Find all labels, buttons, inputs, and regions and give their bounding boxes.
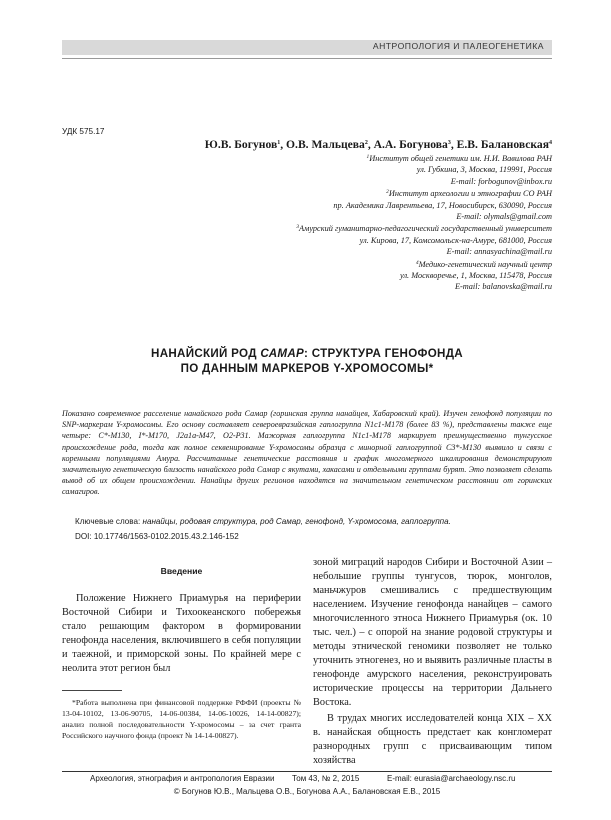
- author-affiliation-mark: 2: [364, 140, 368, 146]
- journal-volume: Том 43, № 2, 2015: [292, 774, 360, 783]
- institution-address: ул. Кирова, 17, Комсомольск-на-Амуре, 681000, Россия: [359, 235, 552, 245]
- institution-address: пр. Академика Лаврентьева, 17, Новосибирск, 630090, Россия: [333, 200, 552, 210]
- article-title: [62, 346, 552, 376]
- institution-address: ул. Губкина, 3, Москва, 119991, Россия: [416, 165, 552, 175]
- author-affiliation-mark: 4: [549, 140, 552, 146]
- author-email[interactable]: E-mail: forbogunov@inbox.ru: [450, 176, 552, 186]
- title-text: : СТРУКТУРА ГЕНОФОНДА: [304, 347, 463, 360]
- institution-address: ул. Москворечье, 1, Москва, 115478, Россия: [399, 271, 552, 281]
- right-column: [313, 556, 552, 768]
- abstract: Показано современное расселение нанайского рода Самар (горинская группа нанайцев, Хабаровский край). Изучен генофонд популяции по SNP-маркерам Y-хромосомы. Его основу составляет североевразийская гаплогруппа N1c1-M178 (более 83 %), представлены также еще четыре: C*-M130, I*-M170, J2a1a-M47, O2-P31. Мажорная гаплогруппа N1c1-M178 маркирует преимущественно тунгусское происхождение рода, тогда как полное секвенирование Y-хромосомы образца с минорной гаплогруппой C3*-M130 выявило и связи с коренными популяциями Амура. Рассчитанные генетические расстояния и график многомерного шкалирования демонстрируют значительную генетическую близость нанайского рода Самар с якутами, хакасами и отдельными группами бурят. Это позволяет сделать вывод об их общем происхождении. Нанайцы других регионов находятся на значительном генетическом расстоянии от горинских самагиров.: [62, 409, 552, 497]
- doi[interactable]: DOI: 10.17746/1563-0102.2015.43.2.146-152: [75, 532, 239, 541]
- author-affiliation-mark: 3: [447, 140, 451, 146]
- body-paragraph: Положение Нижнего Приамурья на периферии Восточной Сибири и Тихоокеанского побережья стало решающим фактором в формировании генофонда населения, включившего в себя популяции и таежной, и приморской зоны. По крайней мере с неолита этот регион был: [62, 593, 301, 674]
- author-name: О.В. Мальцева: [286, 138, 365, 151]
- author-email[interactable]: E-mail: olymals@gmail.com: [456, 212, 552, 222]
- author-email[interactable]: E-mail: annasyachina@mail.ru: [446, 247, 552, 257]
- author-list: Ю.В. Богунов$^1$, О.В. Мальцева$^2$, А.А. Богунова$^3$, Е.В. Балановская$^4$: [204, 138, 552, 151]
- institution-name: Институт общей генетики им. Н.И. Вавилова РАН: [369, 154, 552, 163]
- footer-divider: [62, 771, 552, 772]
- institution-name: Институт археологии и этнографии СО РАН: [388, 189, 552, 199]
- author-name: Ю.В. Богунов: [204, 138, 278, 151]
- institution-name: Медико-генетический научный центр: [418, 259, 552, 269]
- body-paragraph: В трудах многих исследователей конца XIX – XX в. нанайская общность предстает как конгломерат разнородных групп с присваивающим типом хозяйства: [313, 713, 552, 766]
- copyright: © Богунов Ю.В., Мальцева О.В., Богунова А.А., Балановская Е.В., 2015: [173, 787, 441, 796]
- institution-name: Амурский гуманитарно-педагогический государственный университет: [298, 224, 552, 234]
- author-name: А.А. Богунова: [373, 138, 448, 151]
- journal-name: Археология, этнография и антропология Евразии: [90, 774, 275, 783]
- keywords-values: нанайцы, родовая структура, род Самар, генофонд, Y-хромосома, гаплогруппа.: [142, 517, 451, 526]
- affiliation-1: [112, 152, 552, 187]
- author-affiliation-mark: 1: [277, 140, 281, 146]
- affiliations: [112, 152, 552, 293]
- left-column: [62, 556, 301, 676]
- journal-email[interactable]: E-mail: eurasia@archaeology.nsc.ru: [387, 774, 516, 783]
- affiliation-mark: 2: [386, 189, 389, 196]
- running-header: АНТРОПОЛОГИЯ И ПАЛЕОГЕНЕТИКА: [372, 41, 544, 51]
- affiliation-mark: 3: [296, 224, 299, 231]
- affiliation-2: [112, 187, 552, 222]
- affiliation-4: [112, 258, 552, 293]
- title-text: НАНАЙСКИЙ РОД: [151, 347, 261, 360]
- header-divider: [62, 58, 552, 59]
- body-paragraph: зоной миграций народов Сибири и Восточной Азии – небольшие группы тунгусов, тюрок, монголов, маньчжуров смешивались с предшествующим населением. Изучение генофонда нанайцев – самого многочисленного этноса Нижнего Приамурья (ок. 10 тыс. чел.) – с опорой на знание родовой структуры и методы этнической геномики позволяет не только уточнить этногенез, но и выявить различные пласты в генофонде амурского населения, реконструировать исторические процессы на территории Дальнего Востока.: [313, 557, 552, 708]
- affiliation-mark: 1: [366, 154, 370, 160]
- affiliation-mark: 4: [415, 259, 419, 266]
- funding-footnote: *Работа выполнена при финансовой поддержке РФФИ (проекты № 13-04-10102, 13-06-90705, 14-06-00384, 14-06-10026, 14-14-00827); анализ полной последовательности Y-хромосомы – за счет гранта Российского научного фонда (проект № 14-14-00827).: [62, 698, 301, 740]
- title-text: ПО ДАННЫМ МАРКЕРОВ Y-ХРОМОСОМЫ*: [180, 362, 434, 375]
- section-heading: Введение: [160, 566, 203, 576]
- author-email[interactable]: E-mail: balanovska@mail.ru: [454, 282, 552, 292]
- author-name: Е.В. Балановская: [456, 138, 549, 151]
- udk-code: УДК 575.17: [62, 127, 105, 136]
- keywords: [75, 517, 552, 526]
- footnote-divider: [62, 690, 122, 691]
- affiliation-3: [112, 222, 552, 257]
- keywords-label: Ключевые слова:: [75, 517, 143, 526]
- title-clan-name: САМАР: [260, 347, 305, 360]
